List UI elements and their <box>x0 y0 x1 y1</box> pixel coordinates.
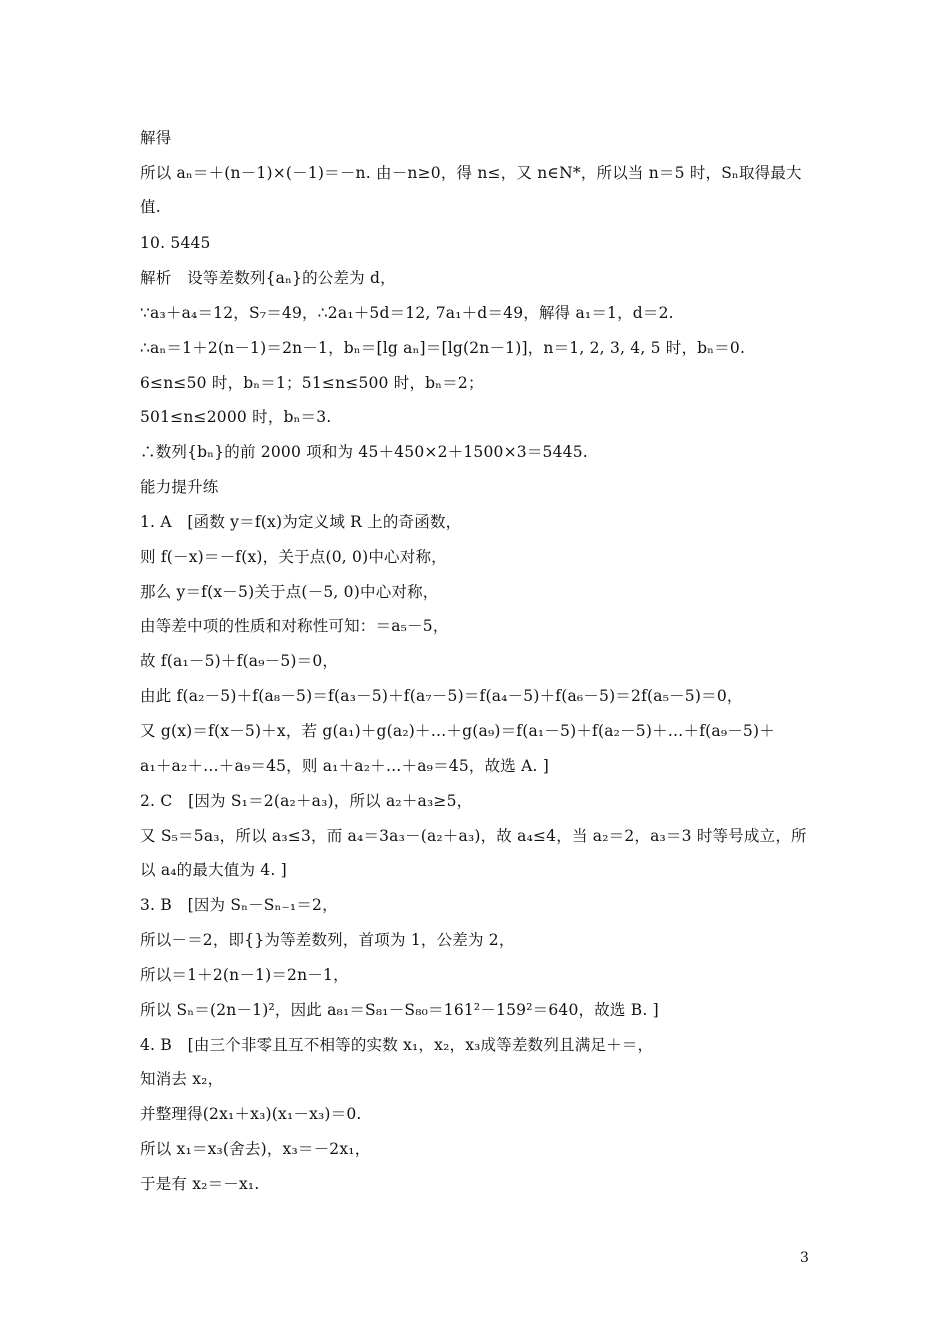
text-line: 知消去 x₂， <box>140 1070 224 1088</box>
text-line: 又 g(x)＝f(x－5)＋x，若 g(a₁)＋g(a₂)＋…＋g(a₉)＝f(a₁－5)＋f(a₂－5)＋…＋f(a₉－5)＋ <box>140 722 775 740</box>
text-line: ∴aₙ＝1＋2(n－1)＝2n－1，bₙ＝[lg aₙ]＝[lg(2n－1)]，n＝1, 2, 3, 4, 5 时，bₙ＝0. <box>140 339 746 357</box>
text-line: 由此 f(a₂－5)＋f(a₈－5)＝f(a₃－5)＋f(a₇－5)＝f(a₄－5)＋f(a₆－5)＝2f(a₅－5)＝0， <box>140 687 743 705</box>
text-line: 4. B [由三个非零且互不相等的实数 x₁，x₂，x₃成等差数列且满足＋＝， <box>140 1036 654 1054</box>
text-line: 501≤n≤2000 时，bₙ＝3. <box>140 408 332 426</box>
text-line: 又 S₅＝5a₃，所以 a₃≤3，而 a₄＝3a₃－(a₂＋a₃)，故 a₄≤4，当 a₂＝2，a₃＝3 时等号成立，所 <box>140 827 807 845</box>
text-line: 6≤n≤50 时，bₙ＝1；51≤n≤500 时，bₙ＝2； <box>140 374 484 392</box>
text-line: 所以－＝2，即{}为等差数列，首项为 1，公差为 2， <box>140 931 515 949</box>
text-line: 并整理得(2x₁＋x₃)(x₁－x₃)＝0. <box>140 1105 362 1123</box>
text-line: ∴数列{bₙ}的前 2000 项和为 45＋450×2＋1500×3＝5445. <box>140 443 588 461</box>
text-line: 由等差中项的性质和对称性可知：＝a₅－5， <box>140 617 449 635</box>
section-heading: 能力提升练 <box>140 478 219 496</box>
text-line: 则 f(－x)＝－f(x)，关于点(0, 0)中心对称， <box>140 548 447 566</box>
text-line: 解得 <box>140 129 172 147</box>
text-line: 所以 Sₙ＝(2n－1)²，因此 a₈₁＝S₈₁－S₈₀＝161²－159²＝640，故选 B. ] <box>140 1001 659 1019</box>
text-line: 1. A [函数 y＝f(x)为定义域 R 上的奇函数， <box>140 513 462 531</box>
text-line: 10. 5445 <box>140 234 211 252</box>
text-line: 解析 设等差数列{aₙ}的公差为 d， <box>140 269 396 287</box>
text-line: 所以 x₁＝x₃(舍去)，x₃＝－2x₁， <box>140 1140 371 1158</box>
text-line: 那么 y＝f(x－5)关于点(－5, 0)中心对称， <box>140 583 439 601</box>
text-line: 于是有 x₂＝－x₁. <box>140 1175 260 1193</box>
page-number: 3 <box>800 1250 809 1266</box>
text-line: 所以＝1＋2(n－1)＝2n－1， <box>140 966 349 984</box>
text-line: ∵a₃＋a₄＝12，S₇＝49，∴2a₁＋5d＝12, 7a₁＋d＝49，解得 a₁＝1，d＝2. <box>140 304 674 322</box>
text-line: 故 f(a₁－5)＋f(a₉－5)＝0， <box>140 652 339 670</box>
text-line: 3. B [因为 Sₙ－Sₙ₋₁＝2， <box>140 896 338 914</box>
text-line: 值. <box>140 198 161 216</box>
text-line: 所以 aₙ＝＋(n－1)×(－1)＝－n. 由－n≥0，得 n≤，又 n∈N*，所以当 n＝5 时，Sₙ取得最大 <box>140 164 802 182</box>
text-line: a₁＋a₂＋…＋a₉＝45，则 a₁＋a₂＋…＋a₉＝45，故选 A. ] <box>140 757 550 775</box>
text-line: 2. C [因为 S₁＝2(a₂＋a₃)，所以 a₂＋a₃≥5， <box>140 792 473 810</box>
text-line: 以 a₄的最大值为 4. ] <box>140 861 287 879</box>
